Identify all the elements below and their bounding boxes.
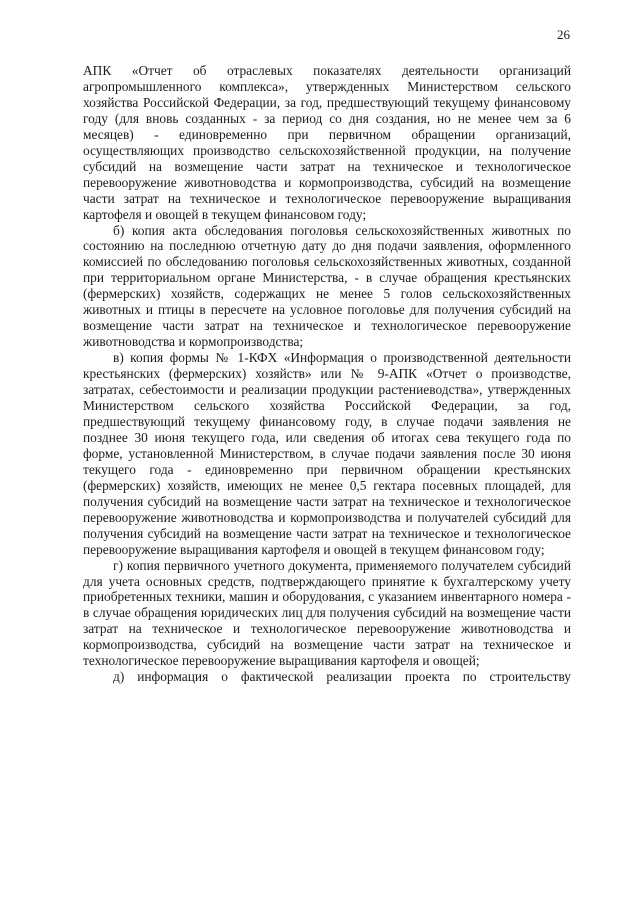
document-body xyxy=(83,63,571,685)
paragraph-v: в) копия формы № 1-КФХ «Информация о производственной деятельности крестьянских (фермерских) хозяйств» или № 9-АПК «Отчет о производстве, затратах, себестоимости и реализации продукции растениеводства», утвержденных Министерством сельского хозяйства Российской Федерации, за год, предшествующий текущему финансовому году, в случае подачи заявления не позднее 30 июня текущего года, или сведения об итогах сева текущего года по форме, установленной Министерством, в случае подачи заявления после 30 июня текущего года - единовременно при первичном обращении крестьянских (фермерских) хозяйств, имеющих не менее 0,5 гектара посевных площадей, для получения субсидий на возмещение части затрат на техническое и технологическое перевооружение животноводства и кормопроизводства и получателей субсидий для получения субсидий на возмещение части затрат на техническое и технологическое перевооружение выращивания картофеля и овощей в текущем финансовом году; xyxy=(83,350,571,557)
paragraph-b: б) копия акта обследования поголовья сельскохозяйственных животных по состоянию на последнюю отчетную дату до дня подачи заявления, оформленного комиссией по обследованию поголовья сельскохозяйственных животных, созданной при территориальном органе Министерства, - в случае обращения крестьянских (фермерских) хозяйств, содержащих не менее 5 голов сельскохозяйственных животных и птицы в пересчете на условное поголовье для получения субсидий на возмещение части затрат на техническое и технологическое перевооружение животноводства и кормопроизводства; xyxy=(83,222,571,350)
paragraph-g: г) копия первичного учетного документа, применяемого получателем субсидий для учета основных средств, подтверждающего принятие к бухгалтерскому учету приобретенных техники, машин и оборудования, с указанием инвентарного номера - в случае обращения юридических лиц для получения субсидий на возмещение части затрат на техническое и технологическое перевооружение животноводства и кормопроизводства, субсидий на возмещение части затрат на техническое и технологическое перевооружение выращивания картофеля и овощей; xyxy=(83,557,571,669)
paragraph-continuation: АПК «Отчет об отраслевых показателях деятельности организаций агропромышленного комплекса», утвержденных Министерством сельского хозяйства Российской Федерации, за год, предшествующий текущему финансовому году (для вновь созданных - за период со дня создания, но не менее чем за 6 месяцев) - единовременно при первичном обращении организаций, осуществляющих производство сельскохозяйственной продукции, на получение субсидий на возмещение части затрат на техническое и технологическое перевооружение животноводства и кормопроизводства, субсидий на возмещение части затрат на техническое и технологическое перевооружение выращивания картофеля и овощей в текущем финансовом году; xyxy=(83,63,571,222)
page-number: 26 xyxy=(557,27,570,42)
paragraph-d: д) информация о фактической реализации проекта по строительству xyxy=(113,669,571,685)
